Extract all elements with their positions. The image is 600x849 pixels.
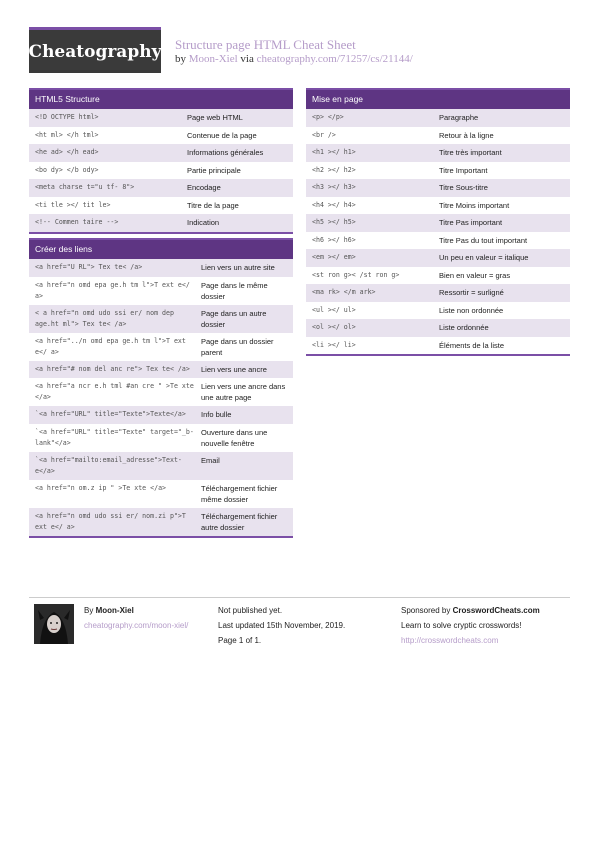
- code-cell: <ol ></ ol>: [312, 323, 356, 331]
- table-row: [29, 162, 293, 180]
- code-cell: <a href="n om.z ip " >Te xte </a>: [35, 483, 167, 492]
- table-row: [29, 259, 293, 277]
- cheatography-logo[interactable]: [29, 27, 161, 73]
- table-row: [29, 197, 293, 215]
- panel-mise-en-page: [306, 88, 570, 356]
- code-cell: <st ron g>< /st ron g>: [312, 270, 400, 279]
- sheet-url-link[interactable]: cheatography.com/71257/cs/21144/: [256, 53, 413, 65]
- panel-divider: [306, 354, 570, 356]
- footer-page: Page 1 of 1.: [218, 636, 262, 645]
- code-cell: <a href="../n omd epa ge.h tm l">T ext e</ a>: [35, 336, 186, 356]
- table-row: [306, 109, 570, 127]
- author-link[interactable]: Moon-Xiel: [188, 53, 238, 65]
- description-cell: Liste ordonnée: [439, 323, 489, 332]
- description-cell: Liste non ordonnée: [439, 305, 504, 315]
- table-row: [306, 249, 570, 267]
- description-cell: Email: [201, 455, 220, 465]
- table-row: [306, 319, 570, 337]
- table-row: [306, 144, 570, 162]
- description-cell: Informations générales: [187, 148, 264, 157]
- description-cell: Titre Moins important: [439, 200, 510, 210]
- code-cell: <h3 ></ h3>: [312, 183, 356, 191]
- description-cell: Téléchargement fichier autre dossier: [201, 511, 278, 532]
- panel-title: Créer des liens: [29, 238, 293, 259]
- table-row: [306, 267, 570, 285]
- footer-divider: [29, 597, 570, 598]
- sponsor-name[interactable]: CrosswordCheats.com: [452, 606, 540, 615]
- panel-divider: [29, 536, 293, 538]
- footer-updated: Last updated 15th November, 2019.: [218, 621, 346, 630]
- panel-creer-des-liens: [29, 238, 293, 538]
- description-cell: Titre très important: [439, 148, 502, 157]
- code-cell: `<a href="URL" title="Texte" target="_b-lank"</a>: [35, 427, 194, 447]
- table-row: [306, 197, 570, 215]
- description-cell: Titre Pas du tout important: [439, 235, 528, 245]
- sheet-title[interactable]: Structure page HTML Cheat Sheet: [175, 37, 356, 52]
- code-cell: <h6 ></ h6>: [312, 235, 356, 244]
- table-row: [306, 214, 570, 232]
- description-cell: Éléments de la liste: [439, 340, 505, 350]
- table-row: [29, 480, 293, 508]
- code-cell: <a href="U RL"> Tex te< /a>: [35, 263, 143, 271]
- author-avatar: [34, 604, 74, 644]
- description-cell: Page dans un dossier parent: [201, 336, 274, 357]
- code-cell: <he ad> </h ead>: [35, 148, 99, 156]
- table-row: [29, 378, 293, 406]
- table-row: [306, 302, 570, 320]
- table-row: [29, 333, 293, 361]
- code-cell: <!-- Commen taire -->: [35, 218, 119, 226]
- description-cell: Titre Important: [439, 165, 488, 175]
- sponsor-tagline: Learn to solve cryptic crosswords!: [401, 621, 522, 630]
- code-cell: <ht ml> </h tml>: [35, 130, 99, 139]
- description-cell: Page dans le même dossier: [201, 280, 268, 301]
- panel-divider: [29, 232, 293, 234]
- description-cell: Ouverture dans une nouvelle fenêtre: [201, 427, 268, 448]
- description-cell: Encodage: [187, 183, 221, 192]
- table-row: [306, 127, 570, 145]
- code-cell: <a href="a ncr e.h tml #an cre " >Te xte </a>: [35, 382, 194, 401]
- code-cell: <a href="n omd epa ge.h tm l">T ext e</ a>: [35, 280, 190, 300]
- code-cell: <!D OCTYPE html>: [35, 113, 99, 121]
- table-row: [306, 284, 570, 302]
- by-label: By: [84, 606, 94, 615]
- code-cell: <a href="n omd udo ssi er/ nom.zi p">T ext e</ a>: [35, 511, 186, 531]
- table-row: [29, 277, 293, 305]
- description-cell: Titre Pas important: [439, 218, 503, 227]
- description-cell: Un peu en valeur = italique: [439, 253, 529, 262]
- sponsor-url[interactable]: http://crosswordcheats.com: [401, 636, 499, 645]
- code-cell: <h5 ></ h5>: [312, 218, 356, 226]
- code-cell: <p> </p>: [312, 113, 344, 121]
- description-cell: Contenue de la page: [187, 130, 257, 140]
- code-cell: < a href="n omd udo ssi er/ nom dep age.ht ml"> Tex te< /a>: [35, 308, 174, 328]
- description-cell: Lien vers une ancre: [201, 364, 267, 374]
- description-cell: Indication: [187, 218, 220, 227]
- code-cell: <ma rk> </m ark>: [312, 288, 376, 296]
- code-cell: <bo dy> </b ody>: [35, 165, 99, 174]
- table-row: [306, 162, 570, 180]
- code-cell: <ti tle ></ tit le>: [35, 200, 111, 209]
- description-cell: Titre de la page: [187, 200, 239, 210]
- description-cell: Page dans un autre dossier: [201, 308, 267, 329]
- table-row: [29, 109, 293, 127]
- code-cell: `<a href="mailto:email_adresse">Text-e</a>: [35, 455, 182, 475]
- code-cell: <li ></ li>: [312, 340, 356, 349]
- code-cell: <h2 ></ h2>: [312, 165, 356, 174]
- table-row: [306, 232, 570, 250]
- description-cell: Partie principale: [187, 165, 241, 175]
- byline-by: by: [175, 53, 186, 65]
- sponsored-label: Sponsored by: [401, 606, 451, 615]
- table-row: [29, 508, 293, 536]
- table-row: [29, 361, 293, 379]
- description-cell: Lien vers un autre site: [201, 263, 275, 272]
- table-row: [29, 406, 293, 424]
- table-row: [29, 424, 293, 452]
- table-row: [29, 305, 293, 333]
- description-cell: Info bulle: [201, 410, 232, 419]
- table-row: [29, 214, 293, 232]
- description-cell: Page web HTML: [187, 113, 243, 122]
- description-cell: Lien vers une ancre dans une autre page: [201, 382, 286, 402]
- description-cell: Retour à la ligne: [439, 130, 494, 140]
- table-row: [29, 452, 293, 480]
- byline: [175, 53, 413, 65]
- logo-text: Cheatography: [28, 41, 162, 62]
- description-cell: Titre Sous-titre: [439, 183, 488, 192]
- panel-title: HTML5 Structure: [29, 88, 293, 109]
- table-row: [29, 179, 293, 197]
- code-cell: <meta charse t="u tf- 8">: [35, 183, 135, 191]
- byline-via: via: [240, 53, 254, 65]
- code-cell: `<a href="URL" title="Texte">Texte</a>: [35, 410, 186, 418]
- code-cell: <em ></ em>: [312, 253, 356, 261]
- footer-published: Not published yet.: [218, 606, 283, 615]
- table-row: [306, 337, 570, 355]
- panel-html5-structure: [29, 88, 293, 234]
- code-cell: <br />: [312, 130, 336, 139]
- footer-sponsor: [401, 604, 540, 617]
- footer-author-name[interactable]: Moon-Xiel: [95, 606, 134, 615]
- code-cell: <a href="# nom del anc re"> Tex te< /a>: [35, 364, 190, 373]
- panel-title: Mise en page: [306, 88, 570, 109]
- description-cell: Téléchargement fichier même dossier: [201, 483, 278, 504]
- avatar-portrait-icon: [34, 604, 74, 644]
- table-row: [29, 127, 293, 145]
- description-cell: Paragraphe: [439, 113, 479, 122]
- code-cell: <h4 ></ h4>: [312, 200, 356, 209]
- code-cell: <ul ></ ul>: [312, 305, 356, 314]
- table-row: [306, 179, 570, 197]
- code-cell: <h1 ></ h1>: [312, 148, 356, 156]
- description-cell: Bien en valeur = gras: [439, 270, 511, 280]
- footer-author-url[interactable]: cheatography.com/moon-xiel/: [84, 621, 189, 630]
- table-row: [29, 144, 293, 162]
- footer-author: [84, 604, 134, 617]
- description-cell: Ressortir = surligné: [439, 288, 504, 297]
